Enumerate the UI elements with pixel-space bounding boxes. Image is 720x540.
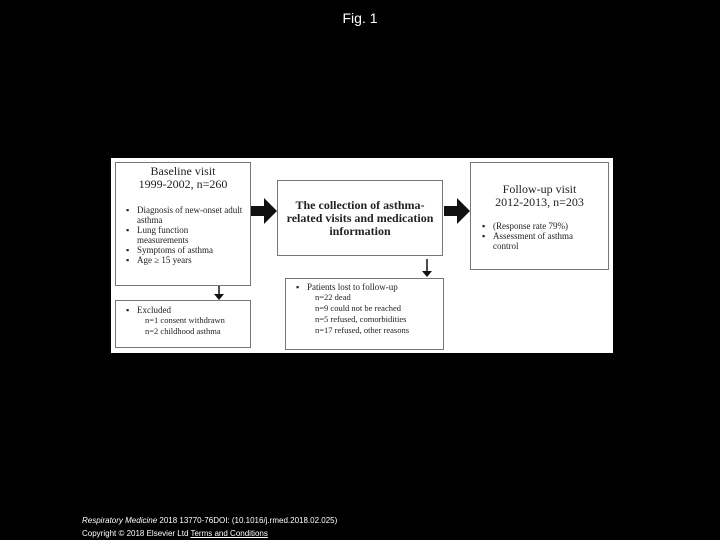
citation-detail: 2018 13770-76DOI: (10.1016/j.rmed.2018.02.025) (157, 516, 338, 525)
list-item: n=1 consent withdrawn (145, 315, 225, 325)
arrow-right-icon (444, 198, 470, 224)
followup-title-line2: 2012-2013, n=203 (495, 195, 584, 209)
list-item: ▪ Symptoms of asthma (137, 245, 247, 255)
list-item: ▪ Assessment of asthma control (493, 231, 573, 251)
lost-list (289, 282, 440, 292)
arrow-down-icon (213, 286, 225, 300)
followup-list (475, 221, 604, 251)
followup-visit-box (470, 162, 609, 270)
list-item: ▪ (Response rate 79%) (493, 221, 604, 231)
collection-text: The collection of asthma-related visits and medication information (286, 198, 434, 238)
journal-name: Respiratory Medicine (82, 516, 158, 525)
copyright-text: Copyright © 2018 Elsevier Ltd (82, 529, 191, 538)
lost-heading: ▪ Patients lost to follow-up (307, 282, 440, 292)
baseline-visit-box (115, 162, 251, 286)
copyright-line (82, 529, 268, 538)
list-item: n=17 refused, other reasons (315, 325, 410, 335)
arrow-down-icon (421, 259, 433, 277)
terms-link[interactable]: Terms and Conditions (190, 529, 268, 538)
baseline-title-line1: Baseline visit (150, 164, 216, 178)
list-item: ▪ Age ≥ 15 years (137, 255, 247, 265)
lost-lines (289, 292, 440, 336)
baseline-title-line2: 1999-2002, n=260 (138, 177, 228, 191)
figure-right-panel (444, 158, 613, 353)
list-item: n=2 childhood asthma (145, 326, 221, 336)
arrow-right-icon (251, 198, 277, 224)
list-item: ▪ Lung function measurements (137, 225, 207, 245)
lost-followup-box (285, 278, 444, 350)
flow-diagram (111, 158, 444, 353)
collection-box (277, 180, 443, 256)
citation-line (82, 516, 337, 525)
list-item: ▪ Diagnosis of new-onset adult asthma (137, 205, 247, 225)
list-item: n=9 could not be reached (315, 303, 401, 313)
excluded-heading: ▪ Excluded (137, 305, 247, 315)
excluded-lines (119, 315, 247, 337)
list-item: n=22 dead (315, 292, 351, 302)
excluded-list (119, 305, 247, 315)
baseline-criteria-list (119, 205, 247, 265)
followup-title-line1: Follow-up visit (502, 182, 577, 196)
excluded-box (115, 300, 251, 348)
figure-title: Fig. 1 (342, 10, 378, 26)
list-item: n=5 refused, comorbidities (315, 314, 407, 324)
